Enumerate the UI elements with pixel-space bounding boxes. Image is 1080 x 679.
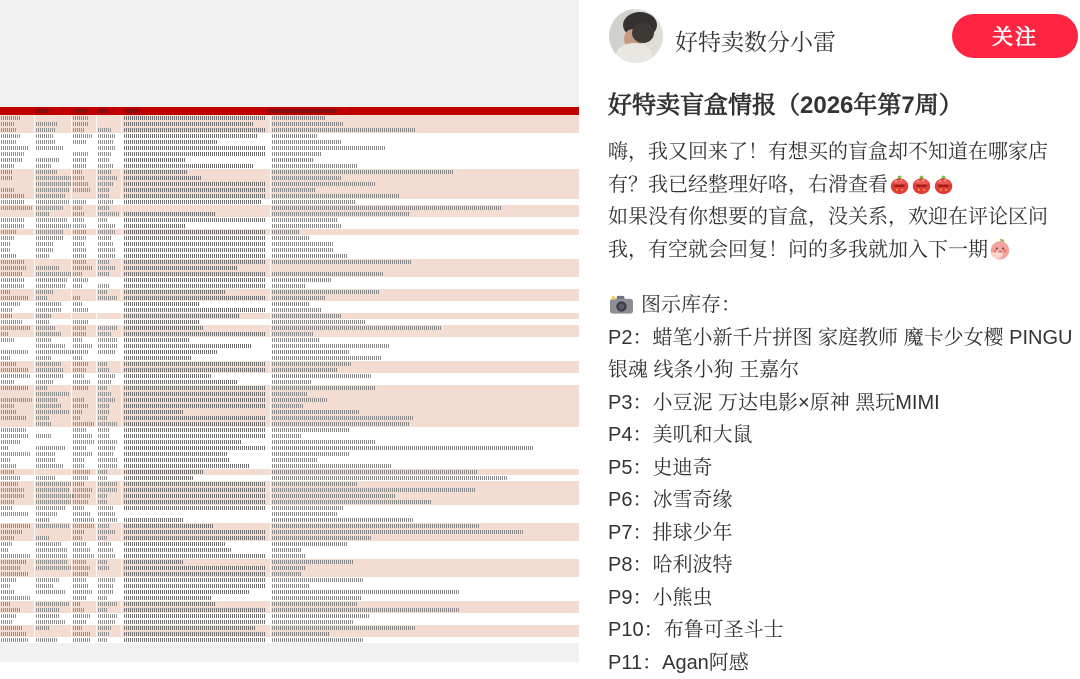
- inventory-line: P6：冰雪奇缘: [608, 484, 1076, 517]
- inventory-line: P10：布鲁可圣斗士: [608, 614, 1076, 647]
- inventory-line: P7：排球少年: [608, 517, 1076, 550]
- spreadsheet-image[interactable]: [0, 107, 579, 643]
- inventory-line: P5：史迪奇: [608, 452, 1076, 485]
- red-pouch-icon: [911, 174, 932, 195]
- paragraph-1: 嗨，我又回来了！有想买的盲盒却不知道在哪家店有？我已经整理好咯，右滑查看: [608, 136, 1076, 201]
- inventory-line: P2：蜡笔小新千片拼图 家庭教师 魔卡少女樱 PINGU 银魂 线条小狗 王嘉尔: [608, 322, 1076, 387]
- inventory-heading: 图示库存：: [608, 289, 1076, 322]
- post-body: [608, 136, 1076, 679]
- spreadsheet-header-row: [0, 107, 579, 115]
- shy-peach-icon: [989, 238, 1011, 260]
- blank-line: [608, 266, 1076, 289]
- profile-row: [580, 0, 1080, 72]
- avatar-photo: [609, 9, 663, 63]
- avatar[interactable]: [609, 9, 663, 63]
- post-title: 好特卖盲盒情报（2026年第7周）: [608, 90, 1076, 122]
- red-pouch-icon: [933, 174, 954, 195]
- inventory-list: [608, 322, 1076, 679]
- camera-icon: [609, 295, 634, 315]
- paragraph-2: 如果没有你想要的盲盒，没关系，欢迎在评论区问我，有空就会回复！问的多我就加入下一期: [608, 201, 1076, 266]
- inventory-line: P11：Agan阿感: [608, 647, 1076, 679]
- red-pouch-icon: [889, 174, 910, 195]
- inventory-line: P3：小豆泥 万达电影×原神 黑玩MIMI: [608, 387, 1076, 420]
- spreadsheet-rows: [0, 115, 579, 643]
- follow-button[interactable]: 关注: [952, 14, 1078, 58]
- inventory-line: P4：美叽和大鼠: [608, 419, 1076, 452]
- sheet-row: [0, 637, 579, 643]
- author-name[interactable]: 好特卖数分小雷: [675, 24, 836, 57]
- inventory-line: P9：小熊虫: [608, 582, 1076, 615]
- post-panel: [580, 0, 1080, 662]
- inventory-line: P8：哈利波特: [608, 549, 1076, 582]
